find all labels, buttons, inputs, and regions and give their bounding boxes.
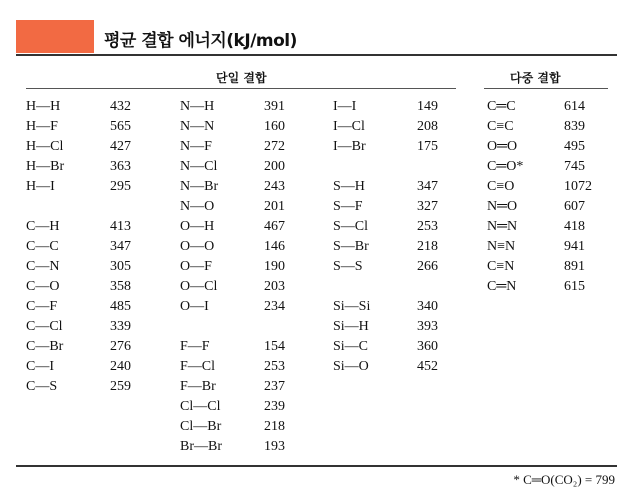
bond-energy-value: 347 <box>417 179 438 194</box>
bond-label: Br—Br <box>180 439 222 454</box>
bond-energy-value: 340 <box>417 299 438 314</box>
bond-energy-value: 201 <box>264 199 285 214</box>
top-divider <box>16 54 617 56</box>
bond-energy-value: 418 <box>564 219 585 234</box>
bond-label: N—O <box>180 199 215 214</box>
bond-energy-value: 565 <box>110 119 131 134</box>
bond-energy-value: 432 <box>110 99 131 114</box>
bond-label: H—Cl <box>26 139 64 154</box>
bottom-divider <box>16 465 617 467</box>
bond-energy-value: 149 <box>417 99 438 114</box>
multiple-bond-header-underline <box>484 88 608 89</box>
bond-label: C—S <box>26 379 58 394</box>
bond-label: H—Br <box>26 159 65 174</box>
bond-energy-value: 339 <box>110 319 131 334</box>
bond-label: H—F <box>26 119 58 134</box>
bond-label: S—S <box>333 259 363 274</box>
bond-energy-value: 614 <box>564 99 585 114</box>
bond-label: C═N <box>487 279 517 294</box>
bond-label: F—Br <box>180 379 216 394</box>
bond-energy-value: 193 <box>264 439 285 454</box>
bond-label: N—N <box>180 119 215 134</box>
bond-label: N—Br <box>180 179 219 194</box>
bond-label: C—O <box>26 279 60 294</box>
bond-energy-value: 427 <box>110 139 131 154</box>
bond-energy-value: 272 <box>264 139 285 154</box>
bond-energy-value: 305 <box>110 259 131 274</box>
bond-energy-value: 259 <box>110 379 131 394</box>
bond-label: N≡N <box>487 239 516 254</box>
single-bond-header: 단일 결합 <box>216 71 267 85</box>
bond-energy-value: 190 <box>264 259 285 274</box>
bond-label: C≡C <box>487 119 514 134</box>
bond-energy-value: 295 <box>110 179 131 194</box>
bond-energy-value: 243 <box>264 179 285 194</box>
bond-label: C—H <box>26 219 60 234</box>
bond-label: H—H <box>26 99 61 114</box>
bond-energy-value: 218 <box>264 419 285 434</box>
bond-energy-value: 941 <box>564 239 585 254</box>
bond-energy-value: 253 <box>264 359 285 374</box>
bond-energy-value: 266 <box>417 259 438 274</box>
bond-energy-value: 160 <box>264 119 285 134</box>
bond-energy-value: 413 <box>110 219 131 234</box>
bond-energy-value: 485 <box>110 299 131 314</box>
bond-energy-value: 391 <box>264 99 285 114</box>
bond-label: S—H <box>333 179 365 194</box>
bond-energy-value: 891 <box>564 259 585 274</box>
bond-energy-value: 208 <box>417 119 438 134</box>
bond-label: O═O <box>487 139 518 154</box>
bond-energy-value: 154 <box>264 339 285 354</box>
bond-label: S—F <box>333 199 363 214</box>
bond-label: F—Cl <box>180 359 216 374</box>
bond-label: I—Cl <box>333 119 365 134</box>
bond-energy-value: 360 <box>417 339 438 354</box>
bond-energy-value: 203 <box>264 279 285 294</box>
bond-energy-value: 495 <box>564 139 585 154</box>
bond-energy-value: 200 <box>264 159 285 174</box>
bond-label: N═N <box>487 219 518 234</box>
bond-label: Cl—Cl <box>180 399 221 414</box>
bond-label: O—O <box>180 239 215 254</box>
bond-label: Cl—Br <box>180 419 222 434</box>
bond-label: N—Cl <box>180 159 218 174</box>
bond-energy-value: 745 <box>564 159 585 174</box>
bond-label: S—Cl <box>333 219 369 234</box>
bond-energy-value: 839 <box>564 119 585 134</box>
bond-energy-value: 607 <box>564 199 585 214</box>
footnote: * C═O(CO₂) = 799 <box>513 472 615 487</box>
bond-energy-value: 146 <box>264 239 285 254</box>
bond-label: I—Br <box>333 139 366 154</box>
multiple-bond-header: 다중 결합 <box>510 71 561 85</box>
bond-energy-value: 467 <box>264 219 285 234</box>
bond-energy-value: 452 <box>417 359 438 374</box>
single-bond-header-underline <box>26 88 456 89</box>
page-title: 평균 결합 에너지(kJ/mol) <box>104 31 297 51</box>
bond-label: C═O* <box>487 159 524 174</box>
bond-label: F—F <box>180 339 210 354</box>
bond-label: O—I <box>180 299 209 314</box>
bond-label: C═C <box>487 99 516 114</box>
bond-energy-value: 358 <box>110 279 131 294</box>
bond-label: O—H <box>180 219 215 234</box>
bond-energy-value: 175 <box>417 139 438 154</box>
bond-energy-value: 276 <box>110 339 131 354</box>
bond-label: C—N <box>26 259 60 274</box>
bond-label: C≡O <box>487 179 515 194</box>
title-accent-tab <box>16 20 94 53</box>
bond-energy-value: 234 <box>264 299 285 314</box>
bond-energy-value: 237 <box>264 379 285 394</box>
bond-energy-value: 253 <box>417 219 438 234</box>
bond-label: N—F <box>180 139 212 154</box>
bond-label: N═O <box>487 199 518 214</box>
bond-label: C—Br <box>26 339 64 354</box>
bond-label: S—Br <box>333 239 369 254</box>
bond-label: Si—C <box>333 339 369 354</box>
bond-label: C—I <box>26 359 54 374</box>
bond-label: Si—O <box>333 359 369 374</box>
bond-energy-value: 393 <box>417 319 438 334</box>
bond-label: O—F <box>180 259 212 274</box>
bond-label: C—C <box>26 239 59 254</box>
bond-energy-value: 1072 <box>564 179 592 194</box>
bond-energy-value: 615 <box>564 279 585 294</box>
bond-energy-value: 240 <box>110 359 131 374</box>
bond-label: C—F <box>26 299 58 314</box>
bond-label: C—Cl <box>26 319 63 334</box>
bond-label: N—H <box>180 99 215 114</box>
bond-label: Si—Si <box>333 299 371 314</box>
bond-energy-value: 239 <box>264 399 285 414</box>
bond-label: Si—H <box>333 319 369 334</box>
bond-energy-value: 347 <box>110 239 131 254</box>
bond-energy-value: 363 <box>110 159 131 174</box>
bond-label: H—I <box>26 179 55 194</box>
bond-label: I—I <box>333 99 357 114</box>
bond-label: O—Cl <box>180 279 218 294</box>
bond-label: C≡N <box>487 259 515 274</box>
bond-energy-value: 327 <box>417 199 438 214</box>
bond-energy-value: 218 <box>417 239 438 254</box>
